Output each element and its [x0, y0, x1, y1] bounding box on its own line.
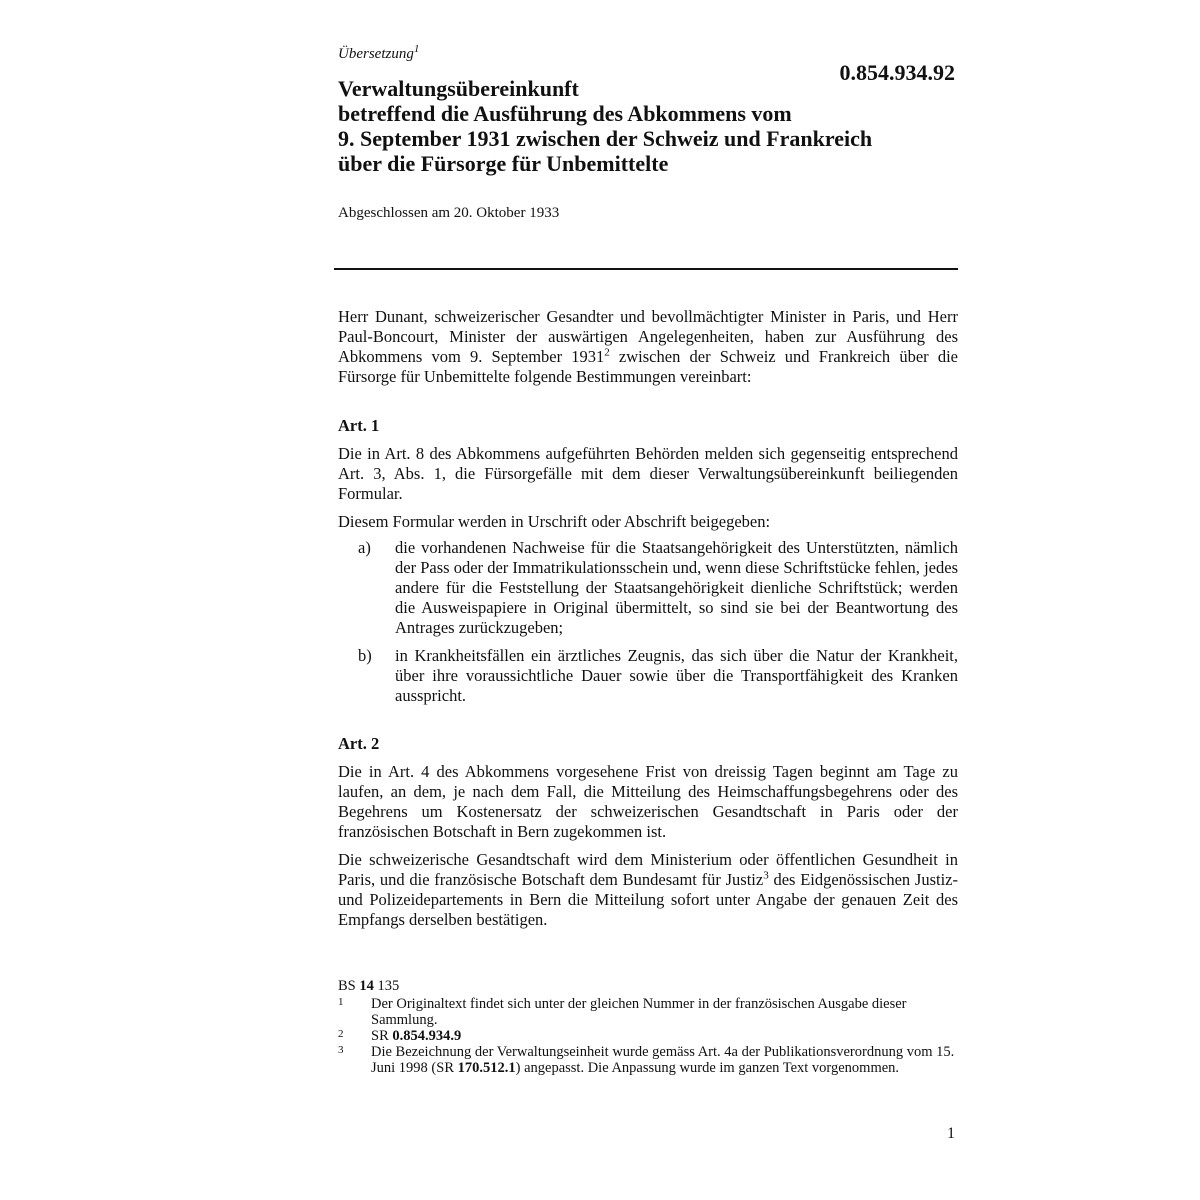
bs-reference [338, 978, 958, 994]
art-1-paragraph-2: Diesem Formular werden in Urschrift oder Abschrift beigegeben: [338, 512, 771, 531]
list-item-a [338, 538, 958, 638]
art-2-p2-text-b: des Eidgenössischen Justiz- und Polizeidepartements in Bern die Mitteilung sofort unter Angabe der genauen Zeit des Empfangs derselben bestätigen. [338, 870, 959, 929]
header-divider [334, 268, 958, 270]
title-line-1: Verwaltungsübereinkunft [338, 76, 579, 101]
bs-prefix: BS [338, 978, 360, 994]
bs-page: 135 [373, 978, 400, 994]
title-line-3: 9. September 1931 zwischen der Schweiz und Frankreich [338, 126, 873, 151]
list-marker-b: b) [358, 646, 372, 665]
sr-number: 0.854.934.92 [839, 60, 955, 85]
preamble-text-a: Herr Dunant, schweizerischer Gesandter und bevollmächtigter Minister in Paris, und Herr Paul-Boncourt, Minister der auswärtigen Angelegenheiten, haben zur Ausführung des Abkommens vom 9. September 1931 [338, 307, 958, 366]
footnote-number-2: 2 [338, 1028, 344, 1040]
preamble [338, 307, 958, 387]
concluded-date: Abgeschlossen am 20. Oktober 1933 [338, 205, 560, 221]
sr-link-170-512-1[interactable]: 170.512.1 [457, 1060, 516, 1076]
footnote-ref-1[interactable]: 1 [413, 43, 420, 55]
page-number: 1 [947, 1125, 955, 1142]
footnote-3 [338, 1044, 958, 1076]
footnote-text-3a: Die Bezeichnung der Verwaltungseinheit wurde gemäss Art. 4a der Publikationsverordnung vom 15. Juni 1998 (SR [371, 1044, 955, 1076]
art-1-paragraph-1: Die in Art. 8 des Abkommens aufgeführten Behörden melden sich gegenseitig entsprechend Art. 3, Abs. 1, die Fürsorgefälle mit dem dieser Verwaltungsübereinkunft beiliegenden Formular. [338, 444, 958, 503]
list-marker-a: a) [358, 538, 371, 557]
list-item-b [338, 646, 958, 706]
footnote-text-3b: ) angepasst. Die Anpassung wurde im ganzen Text vorgenommen. [515, 1060, 900, 1076]
art-2-paragraph-1: Die in Art. 4 des Abkommens vorgesehene Frist von dreissig Tagen beginnt am Tage zu laufen, an dem, je nach dem Fall, die Mitteilung des Heimschaffungsbegehrens oder des Begehrens um Kostenersatz der schweizerischen Gesandtschaft in Paris oder der französischen Botschaft in Bern zugekommen ist. [338, 762, 958, 841]
art-2-heading: Art. 2 [338, 734, 380, 753]
list-text-a: die vorhandenen Nachweise für die Staatsangehörigkeit des Unterstützten, nämlich der Pass oder der Immatrikulationsschein und, wenn diese Schriftstücke fehlen, jedes andere für die Feststellung der Staatsangehörigkeit dienliche Schriftstück; werden die Ausweispapiere in Original übermittelt, so sind sie bei der Beantwortung des Antrages zurückzugeben; [395, 538, 958, 637]
footnote-text-2-prefix: SR [371, 1028, 393, 1044]
title-line-2: betreffend die Ausführung des Abkommens vom [338, 101, 792, 126]
footnote-2 [338, 1028, 958, 1044]
footnote-number-1: 1 [338, 996, 344, 1008]
footnote-number-3: 3 [338, 1044, 344, 1056]
list-text-b: in Krankheitsfällen ein ärztliches Zeugnis, das sich über die Natur der Krankheit, über ihre voraussichtliche Dauer sowie über die Transportfähigkeit des Kranken ausspricht. [395, 646, 958, 705]
sr-link-0-854-934-9[interactable]: 0.854.934.9 [392, 1028, 462, 1044]
title-line-4: über die Fürsorge für Unbemittelte [338, 151, 669, 176]
translation-text: Übersetzung [338, 46, 414, 62]
document-body [338, 307, 958, 930]
footnote-1 [338, 996, 958, 1028]
art-2-paragraph-2 [338, 850, 958, 930]
footnotes [338, 978, 958, 1076]
bs-volume: 14 [359, 978, 374, 994]
art-2-p2-text-a: Die schweizerische Gesandtschaft wird dem Ministerium oder öffentlichen Gesundheit in Paris, und die französische Botschaft dem Bundesamt für Justiz [338, 850, 958, 889]
document-title [338, 76, 958, 176]
footnote-ref-3[interactable]: 3 [763, 869, 769, 882]
preamble-text-b: zwischen der Schweiz und Frankreich über die Fürsorge für Unbemittelte folgende Bestimmungen vereinbart: [338, 347, 958, 386]
footnote-text-1: Der Originaltext findet sich unter der gleichen Nummer in der französischen Ausgabe dieser Sammlung. [371, 996, 907, 1028]
footnote-ref-2[interactable]: 2 [604, 346, 610, 359]
art-1-heading: Art. 1 [338, 416, 380, 435]
